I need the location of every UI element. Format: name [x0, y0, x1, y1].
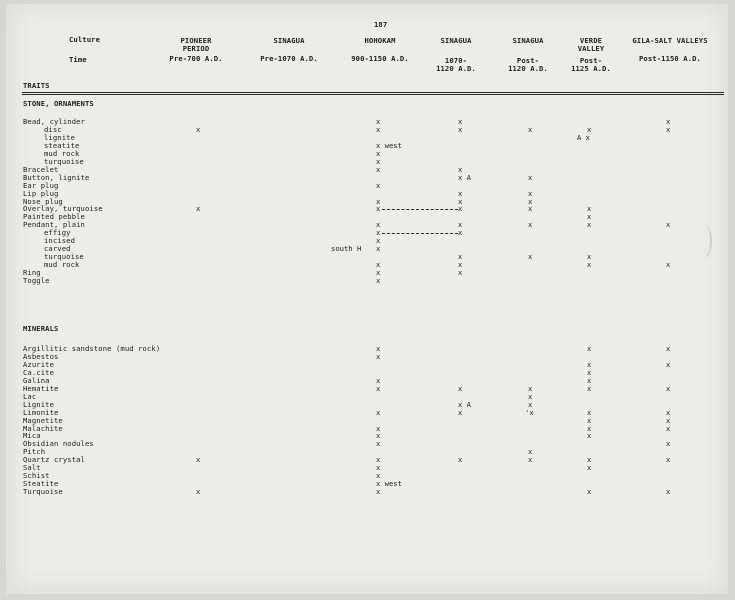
trait-label: Magnetite: [23, 415, 63, 425]
trait-label: Asbestos: [23, 351, 59, 361]
trait-mark: x: [458, 407, 463, 417]
trait-mark: x: [528, 399, 533, 409]
trait-mark: x: [587, 407, 592, 417]
trait-mark: x: [196, 487, 201, 497]
trait-mark: x: [376, 383, 381, 393]
trait-label: Lignite: [23, 399, 54, 409]
header-rule-2: [22, 94, 724, 95]
trait-mark: x: [376, 124, 381, 134]
trait-mark: x: [196, 124, 201, 134]
trait-label: steatite: [44, 140, 80, 150]
trait-label: turquoise: [44, 156, 84, 166]
trait-label: turquoise: [44, 252, 84, 262]
trait-label: lignite: [44, 132, 75, 142]
column-time-2: Pre-1070 A.D.: [260, 54, 318, 63]
trait-mark: x: [666, 260, 671, 270]
trait-label: Ear plug: [23, 180, 59, 190]
trait-label: Ring: [23, 268, 41, 278]
trait-mark: x: [528, 124, 533, 134]
column-time-4: 1120 A.D.: [436, 64, 476, 73]
trait-mark: x: [587, 260, 592, 270]
trait-mark: x: [376, 148, 381, 158]
column-time-6: 1125 A.D.: [571, 64, 611, 73]
trait-mark: x: [458, 252, 463, 262]
trait-label: Salt: [23, 463, 41, 473]
trait-label: Malachite: [23, 423, 63, 433]
trait-mark: x: [528, 196, 533, 206]
trait-mark: x A: [458, 172, 471, 182]
trait-label: Schist: [23, 471, 50, 481]
trait-mark: x: [196, 455, 201, 465]
page-number: 187: [374, 20, 388, 29]
trait-mark: x: [587, 423, 592, 433]
column-time-5: Post-: [516, 56, 540, 65]
trait-mark: x: [376, 156, 381, 166]
trait-mark: x: [587, 455, 592, 465]
trait-mark: x: [376, 439, 381, 449]
column-time-1: Pre-700 A.D.: [169, 54, 223, 63]
trait-label: Azurite: [23, 359, 54, 369]
trait-mark: x: [666, 487, 671, 497]
trait-label: effigy: [44, 228, 71, 238]
trait-mark: x: [376, 407, 381, 417]
trait-mark: x: [376, 471, 381, 481]
trait-mark: x: [666, 407, 671, 417]
trait-mark: x: [458, 260, 463, 270]
trait-mark: x: [376, 228, 381, 238]
trait-mark: x: [196, 204, 201, 214]
trait-mark: x: [458, 196, 463, 206]
column-name-5: SINAGUA: [512, 36, 544, 45]
trait-label: Lac: [23, 391, 37, 401]
trait-mark: x: [587, 344, 592, 353]
trait-mark: A x: [577, 132, 590, 142]
trait-mark: x: [376, 164, 381, 174]
culture-label: Culture: [69, 35, 100, 44]
trait-mark: x: [376, 268, 381, 278]
time-label: Time: [69, 55, 87, 64]
trait-mark: 'x: [525, 407, 534, 417]
trait-mark: x: [458, 383, 463, 393]
trait-mark: x: [376, 276, 381, 285]
trait-mark: x: [666, 117, 671, 126]
trait-label: Overlay, turquoise: [23, 204, 103, 214]
trait-label: carved: [44, 244, 71, 254]
trait-label: disc: [44, 124, 62, 134]
trait-label: Turquoise: [23, 487, 63, 497]
trait-label: mud rock: [44, 148, 80, 158]
trait-mark: x: [587, 487, 592, 497]
column-name-7: GILA-SALT VALLEYS: [632, 36, 708, 45]
trait-label: incised: [44, 236, 75, 246]
trait-mark: x: [376, 463, 381, 473]
trait-mark: x west: [376, 140, 402, 150]
trait-label: Quartz crystal: [23, 455, 85, 465]
trait-mark: x: [587, 415, 592, 425]
trait-label: Bracelet: [23, 164, 59, 174]
paper-crease: [696, 224, 712, 258]
trait-label: Limonite: [23, 407, 59, 417]
trait-mark: x: [458, 188, 463, 198]
trait-mark: x: [376, 180, 381, 190]
connector-dash: [382, 209, 458, 210]
trait-mark: x: [376, 204, 381, 214]
trait-mark: x: [458, 220, 463, 230]
trait-label: Argillitic sandstone (mud rock): [23, 344, 161, 353]
trait-label: Obsidian nodules: [23, 439, 94, 449]
trait-label: Pendant, plain: [23, 220, 85, 230]
trait-mark: x: [376, 423, 381, 433]
column-time-7: Post-1150 A.D.: [639, 54, 701, 63]
trait-mark: x: [376, 236, 381, 246]
trait-mark: x west: [376, 479, 402, 489]
trait-mark: x: [587, 220, 592, 230]
trait-label: Galina: [23, 375, 50, 385]
trait-mark: x: [528, 172, 533, 182]
column-name-1: PIONEER: [180, 36, 212, 45]
trait-mark: x: [376, 220, 381, 230]
trait-mark: x: [587, 375, 592, 385]
trait-label: Steatite: [23, 479, 59, 489]
section-title: STONE, ORNAMENTS: [23, 99, 94, 108]
trait-mark: south H: [331, 244, 362, 254]
trait-mark: x: [528, 252, 533, 262]
trait-label: Ca.cite: [23, 367, 54, 377]
document-page: [6, 4, 728, 594]
trait-mark: x: [376, 260, 381, 270]
trait-mark: x: [587, 252, 592, 262]
trait-label: Hematite: [23, 383, 59, 393]
column-name-1: PERIOD: [182, 44, 210, 53]
connector-dash: [382, 233, 458, 234]
trait-label: Nose plug: [23, 196, 63, 206]
trait-label: Mica: [23, 431, 41, 441]
trait-label: Painted pebble: [23, 212, 85, 222]
trait-label: Button, lignite: [23, 172, 90, 182]
trait-mark: x: [587, 463, 592, 473]
column-name-2: SINAGUA: [273, 36, 305, 45]
trait-mark: x: [376, 196, 381, 206]
trait-mark: x: [376, 431, 381, 441]
traits-label: TRAITS: [23, 81, 50, 90]
trait-mark: x: [666, 415, 671, 425]
trait-mark: x: [376, 344, 381, 353]
column-time-6: Post-: [579, 56, 603, 65]
trait-mark: x: [587, 367, 592, 377]
trait-mark: x: [376, 455, 381, 465]
trait-mark: x: [666, 359, 671, 369]
trait-mark: x: [666, 423, 671, 433]
trait-mark: x: [666, 383, 671, 393]
trait-mark: x: [528, 188, 533, 198]
column-time-5: 1120 A.D.: [508, 64, 548, 73]
trait-mark: x: [458, 268, 463, 278]
trait-mark: x: [376, 351, 381, 361]
trait-mark: x: [528, 447, 533, 457]
trait-label: Bead, cylinder: [23, 117, 85, 126]
trait-label: Toggle: [23, 276, 50, 285]
trait-mark: x: [376, 487, 381, 497]
column-name-6: VALLEY: [577, 44, 605, 53]
header-rule: [22, 92, 724, 93]
trait-mark: x: [458, 124, 463, 134]
trait-label: mud rock: [44, 260, 80, 270]
column-name-4: SINAGUA: [440, 36, 472, 45]
trait-mark: x: [458, 228, 463, 238]
trait-mark: x: [528, 383, 533, 393]
trait-mark: x: [666, 344, 671, 353]
trait-mark: x: [376, 117, 381, 126]
trait-label: Pitch: [23, 447, 46, 457]
trait-mark: x: [587, 359, 592, 369]
trait-mark: x: [458, 455, 463, 465]
column-name-6: VERDE: [579, 36, 603, 45]
trait-mark: x: [528, 455, 533, 465]
trait-mark: x: [458, 164, 463, 174]
trait-mark: x: [666, 220, 671, 230]
trait-mark: x: [528, 220, 533, 230]
trait-mark: x: [587, 431, 592, 441]
trait-mark: x: [666, 124, 671, 134]
trait-mark: x: [528, 204, 533, 214]
trait-mark: x: [458, 117, 463, 126]
trait-mark: x: [666, 439, 671, 449]
trait-mark: x: [587, 212, 592, 222]
trait-mark: x: [376, 244, 381, 254]
trait-mark: x: [458, 204, 463, 214]
trait-label: Lip plug: [23, 188, 59, 198]
trait-mark: x: [587, 383, 592, 393]
trait-mark: x: [666, 455, 671, 465]
section-title: MINERALS: [23, 324, 59, 333]
trait-mark: x: [376, 375, 381, 385]
trait-mark: x A: [458, 399, 471, 409]
trait-mark: x: [528, 391, 533, 401]
column-time-3: 900-1150 A.D.: [351, 54, 409, 63]
column-time-4: 1070-: [444, 56, 468, 65]
column-name-3: HOHOKAM: [364, 36, 396, 45]
trait-mark: x: [587, 124, 592, 134]
trait-mark: x: [587, 204, 592, 214]
